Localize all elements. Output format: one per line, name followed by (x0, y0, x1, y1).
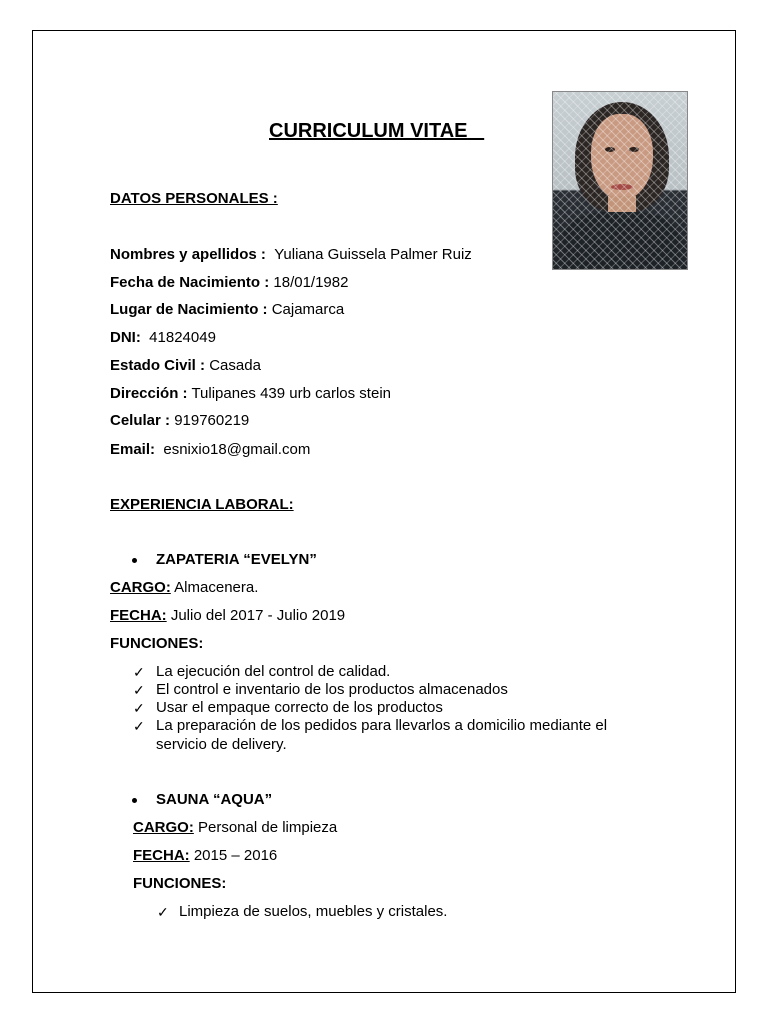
job-funcion-1-4-cont: servicio de delivery. (156, 736, 287, 753)
bullet-icon (132, 798, 137, 803)
field-lugar-nacimiento: Lugar de Nacimiento : Cajamarca (110, 301, 345, 318)
job-funciones-label-2: FUNCIONES: (133, 875, 227, 892)
checkmark-icon: ✓ (133, 718, 145, 734)
job-funcion-1-3: Usar el empaque correcto de los productos (156, 699, 443, 716)
checkmark-icon: ✓ (133, 682, 145, 698)
field-fecha-nacimiento: Fecha de Nacimiento : 18/01/1982 (110, 274, 349, 291)
job-company-1: ZAPATERIA “EVELYN” (156, 551, 317, 568)
field-email: Email: esnixio18@gmail.com (110, 441, 311, 458)
job-cargo-2: CARGO: Personal de limpieza (133, 819, 338, 836)
section-heading-experience: EXPERIENCIA LABORAL: (110, 496, 294, 513)
job-funciones-label-1: FUNCIONES: (110, 635, 204, 652)
job-funcion-2-1: Limpieza de suelos, muebles y cristales. (179, 903, 448, 920)
job-funcion-1-1: La ejecución del control de calidad. (156, 663, 391, 680)
field-direccion: Dirección : Tulipanes 439 urb carlos stein (110, 385, 391, 402)
job-fecha-1: FECHA: Julio del 2017 - Julio 2019 (110, 607, 346, 624)
section-heading-personal: DATOS PERSONALES : (110, 190, 278, 207)
field-estado-civil: Estado Civil : Casada (110, 357, 261, 374)
job-fecha-2: FECHA: 2015 – 2016 (133, 847, 278, 864)
checkmark-icon: ✓ (157, 904, 169, 920)
bullet-icon (132, 558, 137, 563)
checkmark-icon: ✓ (133, 664, 145, 680)
profile-photo (552, 91, 688, 270)
job-funcion-1-2: El control e inventario de los productos almacenados (156, 681, 508, 698)
field-dni: DNI: 41824049 (110, 329, 216, 346)
field-nombres: Nombres y apellidos : Yuliana Guissela Palmer Ruiz (110, 246, 472, 263)
job-funcion-1-4: La preparación de los pedidos para llevarlos a domicilio mediante el (156, 717, 608, 734)
job-cargo-1: CARGO: Almacenera. (110, 579, 259, 596)
document-title: CURRICULUM VITAE (269, 120, 468, 142)
field-celular: Celular : 919760219 (110, 412, 250, 429)
job-company-2: SAUNA “AQUA” (156, 791, 273, 808)
checkmark-icon: ✓ (133, 700, 145, 716)
